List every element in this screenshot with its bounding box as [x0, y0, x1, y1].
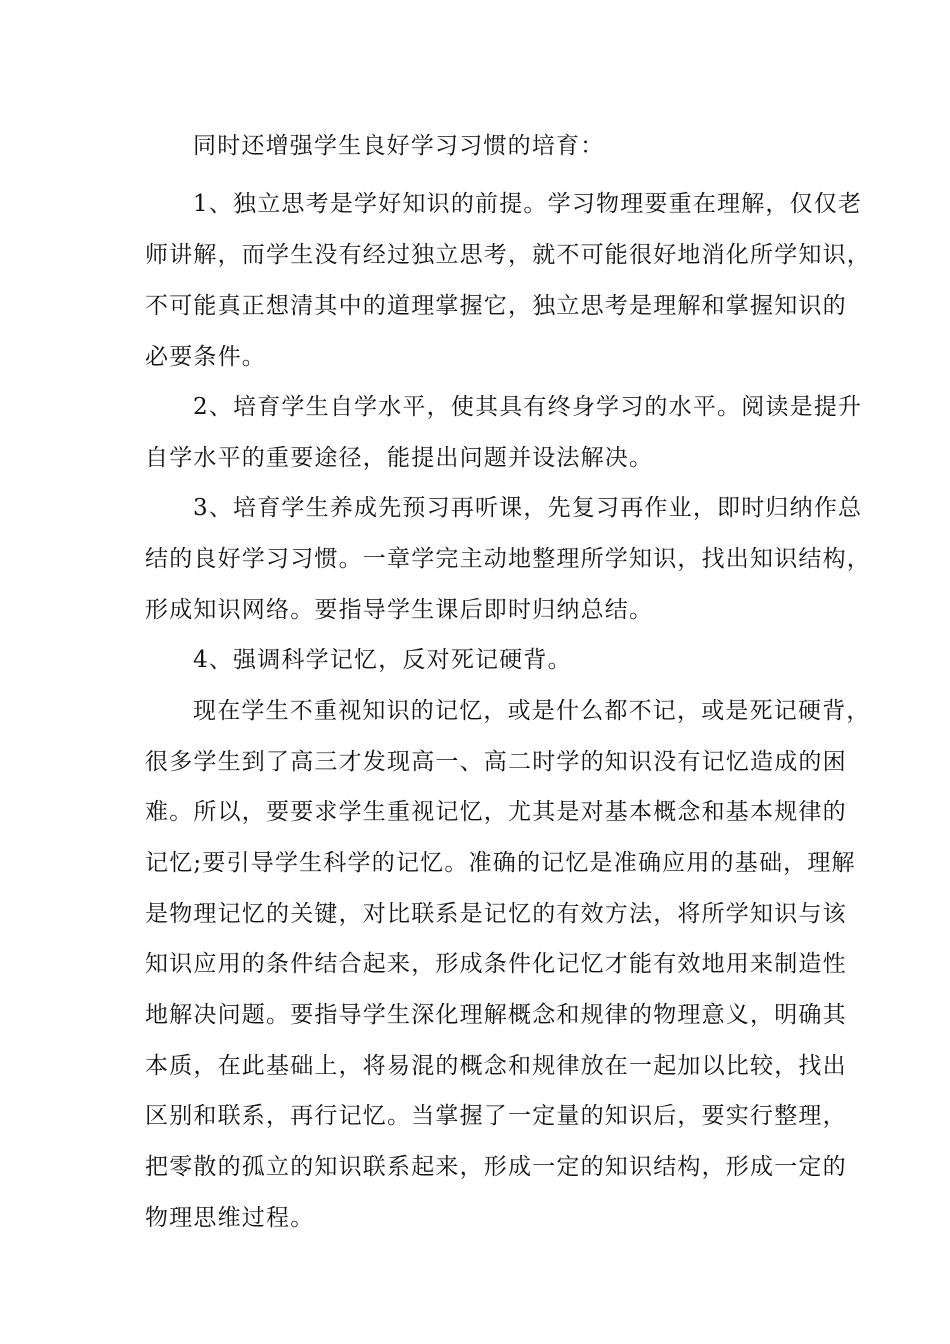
text-line: 不可能真正想清其中的道理掌握它，独立思考是理解和掌握知识的	[145, 293, 847, 319]
text-line: 是物理记忆的关键，对比联系是记忆的有效方法，将所学知识与该	[145, 901, 847, 927]
text-line: 自学水平的重要途径，能提出问题并设法解决。	[145, 445, 654, 471]
text-line: 形成知识网络。要指导学生课后即时归纳总结。	[145, 597, 654, 623]
text-line: 同时还增强学生良好学习习惯的培育：	[193, 133, 605, 159]
text-line: 师讲解，而学生没有经过独立思考，就不可能很好地消化所学知识，	[145, 242, 871, 268]
text-line: 结的良好学习习惯。一章学完主动地整理所学知识，找出知识结构，	[145, 546, 871, 572]
text-line: 把零散的孤立的知识联系起来，形成一定的知识结构，形成一定的	[145, 1154, 847, 1180]
text-line: 1、独立思考是学好知识的前提。学习物理要重在理解，仅仅老	[193, 191, 863, 217]
text-line: 记忆;要引导学生科学的记忆。准确的记忆是准确应用的基础，理解	[145, 850, 856, 876]
text-line: 区别和联系，再行记忆。当掌握了一定量的知识后，要实行整理，	[145, 1103, 847, 1129]
text-line: 很多学生到了高三才发现高一、高二时学的知识没有记忆造成的困	[145, 749, 847, 775]
text-line: 4、强调科学记忆，反对死记硬背。	[193, 647, 572, 673]
text-line: 地解决问题。要指导学生深化理解概念和规律的物理意义，明确其	[145, 1002, 847, 1028]
text-line: 现在学生不重视知识的记忆，或是什么都不记，或是死记硬背，	[193, 698, 871, 724]
text-line: 知识应用的条件结合起来，形成条件化记忆才能有效地用来制造性	[145, 951, 847, 977]
text-line: 物理思维过程。	[145, 1205, 315, 1231]
text-line: 3、培育学生养成先预习再听课，先复习再作业，即时归纳作总	[193, 495, 863, 521]
text-line: 本质，在此基础上，将易混的概念和规律放在一起加以比较，找出	[145, 1053, 847, 1079]
text-line: 2、培育学生自学水平，使其具有终身学习的水平。阅读是提升	[193, 394, 863, 420]
text-line: 必要条件。	[145, 344, 266, 370]
text-line: 难。所以，要要求学生重视记忆，尤其是对基本概念和基本规律的	[145, 799, 847, 825]
